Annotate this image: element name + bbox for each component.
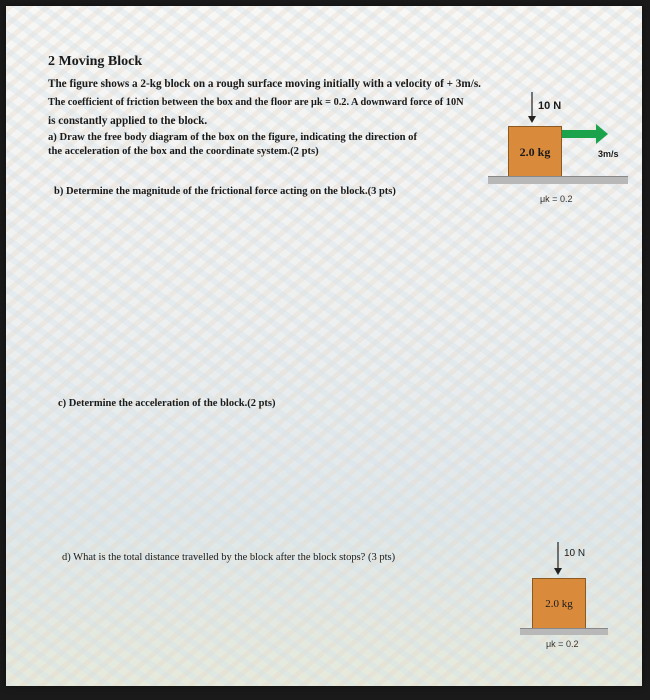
problem-line-3: is constantly applied to the block. — [48, 115, 208, 127]
force-label-bottom: 10 N — [564, 548, 586, 559]
problem-line-2: The coefficient of friction between the box and the floor are μk = 0.2. A downward force of 10N — [48, 97, 464, 108]
down-arrow-icon — [528, 116, 536, 123]
part-d-question: d) What is the total distance travelled by the block after the block stops? (3 pts) — [62, 552, 396, 563]
block-bottom: 2.0 kg — [532, 578, 586, 630]
problem-title: 2 Moving Block — [48, 54, 143, 69]
velocity-arrow-body — [562, 130, 596, 138]
mu-label-bottom: μk = 0.2 — [546, 639, 579, 649]
velocity-label: 3m/s — [598, 149, 619, 159]
floor-bottom — [520, 628, 608, 635]
block-diagram-top — [476, 86, 636, 211]
part-c-question: c) Determine the acceleration of the block.(2 pts) — [58, 398, 276, 409]
part-b-question: b) Determine the magnitude of the frictional force acting on the block.(3 pts) — [54, 186, 396, 197]
block-top: 2.0 kg — [508, 126, 562, 178]
worksheet-page — [6, 6, 642, 686]
down-arrow-icon — [554, 568, 562, 575]
right-arrow-icon — [596, 124, 608, 144]
part-a-line-1: a) Draw the free body diagram of the box on the figure, indicating the direction of — [48, 132, 417, 143]
mu-label-top: μk = 0.2 — [540, 194, 573, 204]
floor-top — [488, 176, 628, 184]
block-diagram-bottom — [516, 536, 616, 656]
force-label-top: 10 N — [538, 100, 562, 112]
problem-line-1: The figure shows a 2-kg block on a rough surface moving initially with a velocity of + 3m/s. — [48, 78, 481, 90]
part-a-line-2: the acceleration of the box and the coordinate system.(2 pts) — [48, 146, 319, 157]
